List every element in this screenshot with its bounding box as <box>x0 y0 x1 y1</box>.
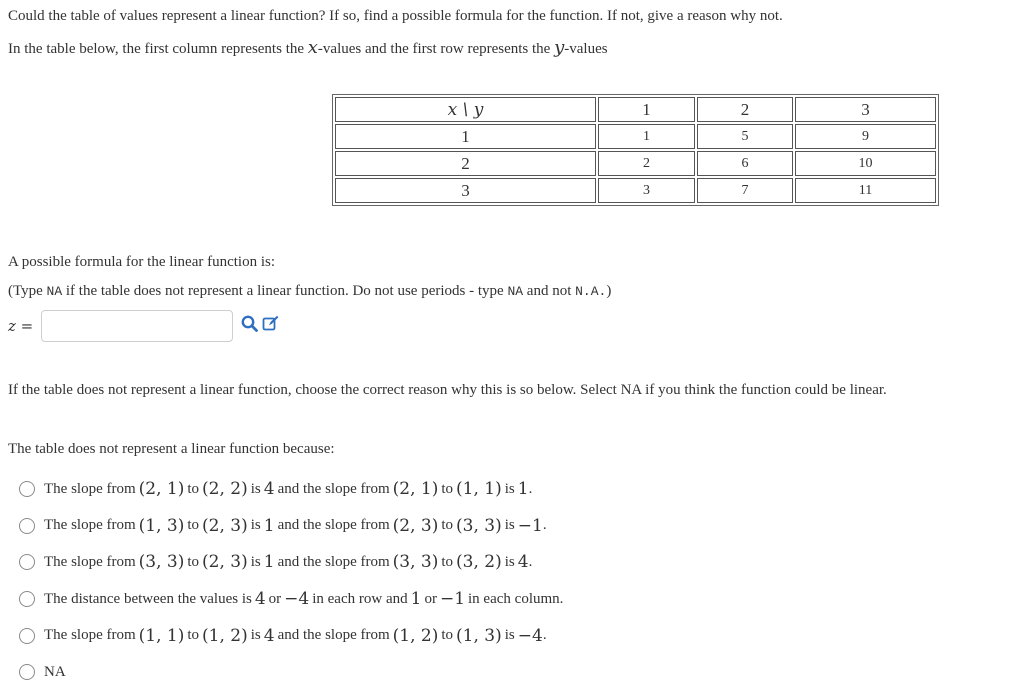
option-math: (1, 2) <box>392 625 439 646</box>
option-text: is <box>250 517 261 534</box>
x-variable: x <box>307 37 318 58</box>
option-math: 4 <box>254 589 266 610</box>
option-text: The slope from <box>44 480 136 497</box>
reason-option-na[interactable] <box>19 654 563 691</box>
description-part: -values and the first row represents the <box>317 41 551 57</box>
option-text: to <box>441 480 454 497</box>
question-text: Could the table of values represent a linear function? If so, find a possible formula for the function. If not, give a reason why not. <box>8 8 783 24</box>
table-row-header: 1 <box>335 124 596 149</box>
note-code: NA <box>46 284 63 299</box>
option-math: (2, 3) <box>392 515 439 536</box>
formula-note <box>8 283 611 300</box>
reason-options <box>19 471 563 691</box>
table-cell: 11 <box>795 178 936 203</box>
option-text: or <box>424 590 437 607</box>
option-math: (1, 3) <box>456 625 502 646</box>
option-text: . <box>528 553 533 570</box>
table-cell: 5 <box>697 124 793 149</box>
option-math: 4 <box>263 625 275 646</box>
option-math: 1 <box>517 479 529 500</box>
option-math: (3, 2) <box>456 552 502 573</box>
table-cell: 6 <box>697 151 793 176</box>
option-text: and the slope from <box>277 553 390 570</box>
note-code: N.A. <box>575 284 607 299</box>
option-math: (3, 3) <box>138 552 185 573</box>
note-code: NA <box>507 284 524 299</box>
table-header-cell: 1 <box>598 97 695 122</box>
option-text: . <box>528 480 533 497</box>
values-table <box>332 94 939 206</box>
radio-button[interactable] <box>19 481 35 497</box>
radio-button[interactable] <box>19 628 35 644</box>
option-text: is <box>504 553 515 570</box>
table-cell: 3 <box>598 178 695 203</box>
table-cell: 7 <box>697 178 793 203</box>
formula-answer-input[interactable] <box>41 310 233 342</box>
reason-option-1[interactable] <box>19 471 563 508</box>
radio-button[interactable] <box>19 591 35 607</box>
option-math: (1, 3) <box>138 515 185 536</box>
option-text: to <box>187 517 200 534</box>
answer-label: z = <box>8 317 34 335</box>
option-text: The slope from <box>44 553 136 570</box>
note-part: if the table does not represent a linear function. Do not use periods - type <box>65 283 504 299</box>
option-text: The distance between the values is <box>44 590 252 607</box>
option-math: (2, 1) <box>392 479 439 500</box>
answer-row <box>8 308 279 344</box>
option-text: . <box>542 627 547 644</box>
reason-stem: The table does not represent a linear function because: <box>8 441 335 457</box>
option-math: −1 <box>439 589 466 610</box>
option-math: 1 <box>263 515 275 536</box>
table-row-header: 2 <box>335 151 596 176</box>
option-text: is <box>250 480 261 497</box>
radio-button[interactable] <box>19 554 35 570</box>
table-row <box>335 124 936 149</box>
option-text: The slope from <box>44 627 136 644</box>
table-header-cell: 3 <box>795 97 936 122</box>
reason-option-5[interactable] <box>19 617 563 654</box>
option-text: is <box>504 480 515 497</box>
table-row <box>335 178 936 203</box>
option-text: is <box>504 517 515 534</box>
option-math: 4 <box>517 552 529 573</box>
option-text: to <box>441 517 454 534</box>
option-math: (1, 1) <box>138 625 185 646</box>
search-icon[interactable] <box>241 315 258 337</box>
formula-prompt: A possible formula for the linear function is: <box>8 254 276 270</box>
option-math: −4 <box>284 589 310 610</box>
option-math: (2, 3) <box>202 515 248 536</box>
option-math: (3, 3) <box>456 515 502 536</box>
table-cell: 9 <box>795 124 936 149</box>
option-math: (1, 2) <box>202 625 248 646</box>
option-math: (1, 1) <box>456 479 502 500</box>
reason-option-4[interactable] <box>19 581 563 618</box>
table-header-cell: 2 <box>697 97 793 122</box>
option-text: or <box>268 590 282 607</box>
table-cell: 10 <box>795 151 936 176</box>
note-part: (Type <box>8 283 43 299</box>
table-cell: 2 <box>598 151 695 176</box>
note-part: ) <box>606 283 612 299</box>
option-text: is <box>250 627 261 644</box>
option-math: (3, 3) <box>392 552 439 573</box>
option-text: in each column. <box>468 590 564 607</box>
radio-button[interactable] <box>19 518 35 534</box>
table-description <box>8 37 608 58</box>
y-variable: y <box>554 37 565 58</box>
option-math: −4 <box>517 625 543 646</box>
table-header-cell: x \ y <box>335 97 596 122</box>
radio-button[interactable] <box>19 664 35 680</box>
option-text: The slope from <box>44 517 136 534</box>
option-text: in each row and <box>312 590 408 607</box>
option-math: (2, 1) <box>138 479 185 500</box>
option-text: and the slope from <box>277 627 390 644</box>
option-text: to <box>441 553 454 570</box>
option-text: NA <box>44 663 66 680</box>
option-text: to <box>187 627 200 644</box>
option-math: (2, 3) <box>202 552 248 573</box>
option-text: to <box>441 627 454 644</box>
option-math: −1 <box>517 515 543 536</box>
option-text: and the slope from <box>277 480 390 497</box>
description-part: -values <box>564 41 608 57</box>
option-text: to <box>187 480 200 497</box>
table-row <box>335 151 936 176</box>
option-math: 4 <box>263 479 275 500</box>
table-header-row <box>335 97 936 122</box>
option-math: (2, 2) <box>202 479 248 500</box>
option-math: 1 <box>263 552 275 573</box>
option-text: is <box>250 553 261 570</box>
option-text: to <box>187 553 200 570</box>
table-row-header: 3 <box>335 178 596 203</box>
edit-icon[interactable] <box>262 315 279 337</box>
option-text: . <box>542 517 547 534</box>
option-text: is <box>504 627 515 644</box>
option-math: 1 <box>410 589 422 610</box>
option-text: and the slope from <box>277 517 390 534</box>
table-cell: 1 <box>598 124 695 149</box>
note-part: and not <box>526 283 572 299</box>
reason-option-2[interactable] <box>19 508 563 545</box>
reason-option-3[interactable] <box>19 544 563 581</box>
description-part: In the table below, the first column represents the <box>8 41 305 57</box>
reason-instruction: If the table does not represent a linear function, choose the correct reason why this is so below. Select NA if you think the function could be linear. <box>8 382 887 398</box>
